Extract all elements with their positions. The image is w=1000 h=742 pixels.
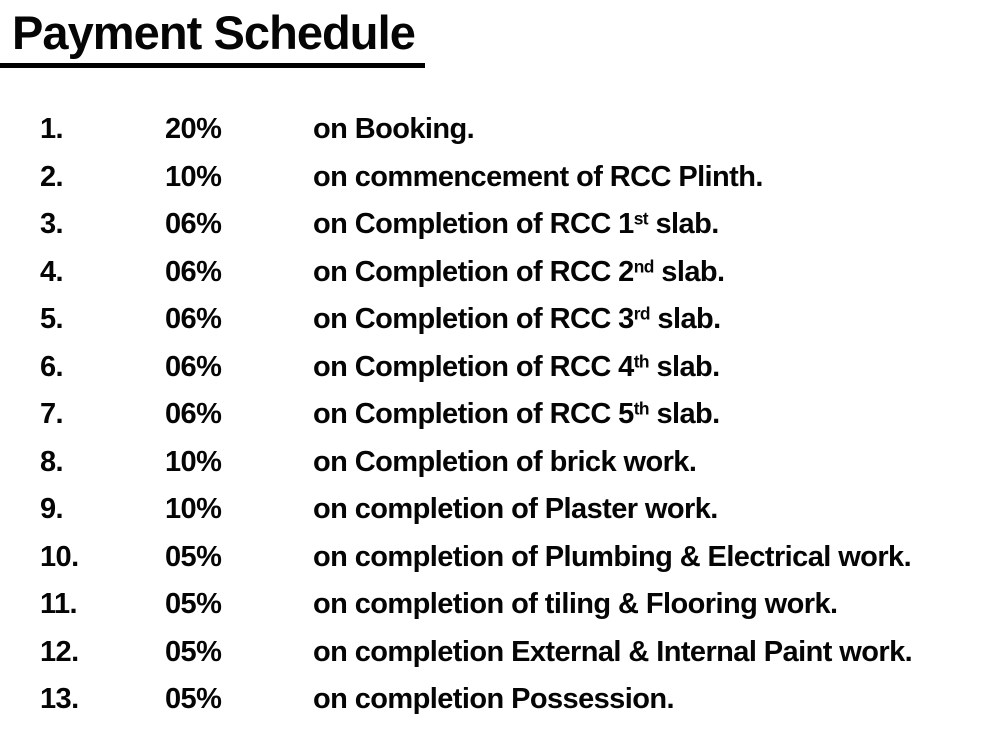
row-percent: 05% bbox=[165, 588, 222, 621]
page-title: Payment Schedule bbox=[0, 6, 425, 68]
row-description-text: on completion of Plaster work. bbox=[313, 493, 718, 526]
row-description-ordinal: nd bbox=[633, 256, 654, 277]
schedule-row bbox=[0, 486, 1000, 534]
row-number: 5. bbox=[40, 303, 64, 336]
schedule-row bbox=[0, 154, 1000, 202]
row-percent: 05% bbox=[165, 683, 222, 716]
row-description-tail: slab. bbox=[648, 208, 719, 241]
row-number: 7. bbox=[40, 398, 64, 431]
row-description bbox=[313, 588, 1000, 621]
row-number: 3. bbox=[40, 208, 64, 241]
schedule-row bbox=[0, 249, 1000, 297]
row-percent: 10% bbox=[165, 160, 222, 193]
row-percent: 10% bbox=[165, 493, 222, 526]
row-number: 8. bbox=[40, 445, 64, 478]
schedule-row bbox=[0, 344, 1000, 392]
schedule-row bbox=[0, 676, 1000, 724]
row-description-tail: slab. bbox=[648, 350, 720, 383]
row-description bbox=[313, 636, 1000, 669]
row-description-text: on commencement of RCC Plinth. bbox=[313, 160, 763, 193]
row-percent: 05% bbox=[165, 540, 222, 573]
row-description bbox=[313, 446, 1000, 479]
row-description bbox=[313, 303, 1000, 336]
row-percent: 20% bbox=[165, 113, 222, 146]
row-number: 9. bbox=[40, 493, 64, 526]
row-description-text: on completion Possession. bbox=[313, 683, 674, 716]
row-number: 4. bbox=[40, 255, 64, 288]
payment-schedule-list bbox=[0, 106, 1000, 724]
row-percent: 05% bbox=[165, 635, 222, 668]
row-description-text: on completion External & Internal Paint work. bbox=[313, 635, 913, 668]
row-percent: 06% bbox=[165, 303, 222, 336]
row-description-ordinal: th bbox=[633, 398, 649, 419]
row-description-text: on Booking. bbox=[313, 113, 475, 146]
row-description-text: on Completion of RCC 5 bbox=[313, 398, 634, 431]
row-description bbox=[313, 113, 1000, 146]
row-description-ordinal: st bbox=[633, 208, 649, 229]
row-number: 11. bbox=[40, 588, 77, 621]
schedule-row bbox=[0, 106, 1000, 154]
schedule-row bbox=[0, 534, 1000, 582]
row-percent: 06% bbox=[165, 255, 222, 288]
row-description-tail: slab. bbox=[653, 255, 725, 288]
row-number: 6. bbox=[40, 350, 64, 383]
row-description bbox=[313, 541, 1000, 574]
row-description bbox=[313, 208, 1000, 241]
row-percent: 10% bbox=[165, 445, 222, 478]
row-description-text: on Completion of RCC 4 bbox=[313, 350, 634, 383]
row-description-tail: slab. bbox=[648, 398, 720, 431]
schedule-row bbox=[0, 439, 1000, 487]
row-percent: 06% bbox=[165, 350, 222, 383]
row-description-text: on Completion of RCC 1 bbox=[313, 208, 634, 241]
row-description-text: on completion of tiling & Flooring work. bbox=[313, 588, 838, 621]
row-description bbox=[313, 161, 1000, 194]
schedule-row bbox=[0, 581, 1000, 629]
row-description bbox=[313, 256, 1000, 289]
row-description-text: on completion of Plumbing & Electrical work. bbox=[313, 540, 912, 573]
row-description bbox=[313, 351, 1000, 384]
row-description-text: on Completion of brick work. bbox=[313, 445, 697, 478]
row-description bbox=[313, 683, 1000, 716]
row-number: 10. bbox=[40, 540, 79, 573]
row-description bbox=[313, 493, 1000, 526]
row-description-tail: slab. bbox=[649, 303, 721, 336]
row-number: 2. bbox=[40, 160, 64, 193]
row-number: 1. bbox=[40, 113, 64, 146]
row-number: 12. bbox=[40, 635, 79, 668]
schedule-row bbox=[0, 296, 1000, 344]
row-percent: 06% bbox=[165, 398, 222, 431]
schedule-row bbox=[0, 629, 1000, 677]
row-description-ordinal: rd bbox=[633, 303, 650, 324]
schedule-row bbox=[0, 201, 1000, 249]
row-number: 13. bbox=[40, 683, 79, 716]
row-description-text: on Completion of RCC 3 bbox=[313, 303, 634, 336]
row-description-text: on Completion of RCC 2 bbox=[313, 255, 634, 288]
row-percent: 06% bbox=[165, 208, 222, 241]
schedule-row bbox=[0, 391, 1000, 439]
row-description bbox=[313, 398, 1000, 431]
row-description-ordinal: th bbox=[633, 351, 649, 372]
